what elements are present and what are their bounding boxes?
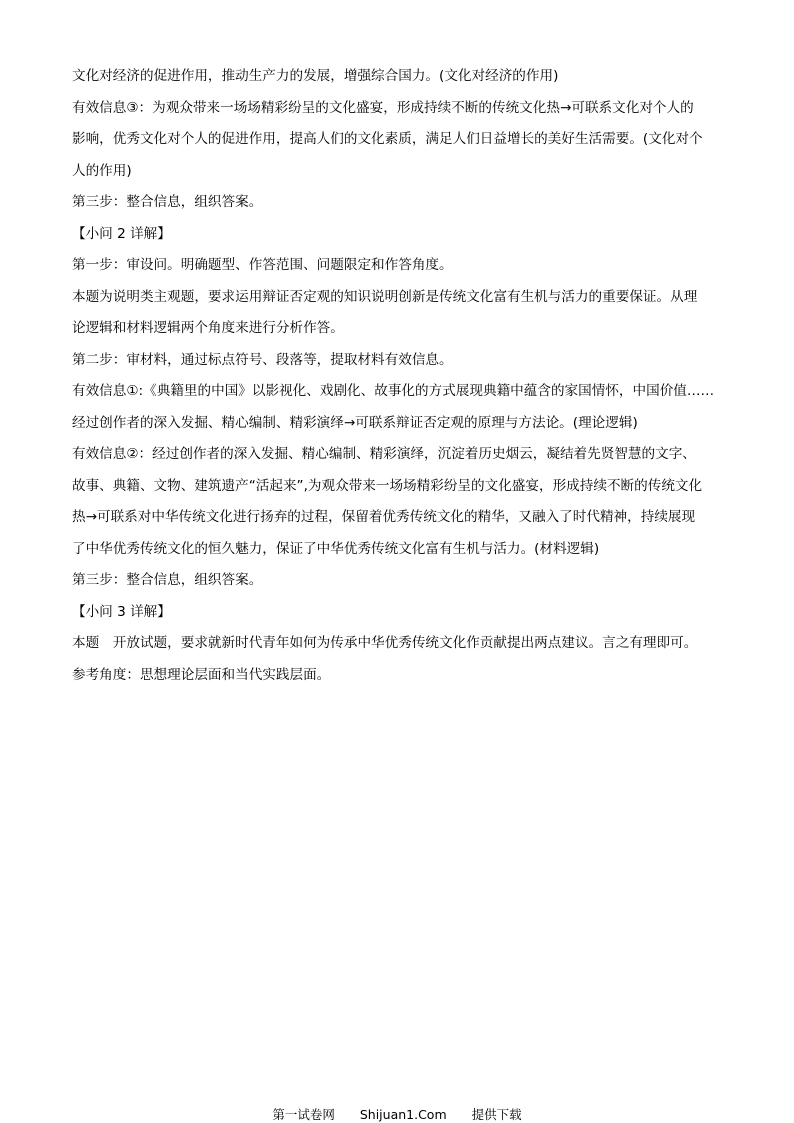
text-line: 经过创作者的深入发掘、精心编制、精彩演绎→可联系辩证否定观的原理与方法论。(理论逻辑) [72,414,638,431]
document-body [72,66,724,696]
text-line: 故事、典籍、文物、建筑遗产“活起来”,为观众带来一场场精彩纷呈的文化盛宴，形成持续不断的传统文化 [72,477,703,494]
text-line: 有效信息②：经过创作者的深入发掘、精心编制、精彩演绎，沉淀着历史烟云，凝结着先贤智慧的文字、 [72,446,696,462]
text-line: 第二步：审材料，通过标点符号、段落等，提取材料有效信息。 [72,351,453,368]
text-line: 第一步：审设问。明确题型、作答范围、问题限定和作答角度。 [72,257,453,273]
text-line: 了中华优秀传统文化的恒久魅力，保证了中华优秀传统文化富有生机与活力。(材料逻辑) [72,540,600,557]
text-line: 文化对经济的促进作用，推动生产力的发展，增强综合国力。(文化对经济的作用) [72,68,559,84]
text-line: 参考角度：思想理论层面和当代实践层面。 [72,666,331,683]
section-heading: 【小问 3 详解】 [72,603,171,620]
section-heading: 【小问 2 详解】 [72,225,171,242]
text-line: 热→可联系对中华传统文化进行扬弃的过程，保留着优秀传统文化的精华，又融入了时代精神，持续展现 [72,509,696,525]
text-line: 有效信息①:《典籍里的中国》以影视化、戏剧化、故事化的方式展现典籍中蕴含的家国情怀，中国价值…… [72,383,715,399]
text-line: 有效信息③：为观众带来一场场精彩纷呈的文化盛宴，形成持续不断的传统文化热→可联系文化对个人的 [72,99,694,116]
text-line: 人的作用) [72,162,132,179]
text-line: 第三步：整合信息，组织答案。 [72,572,263,588]
text-line: 第三步：整合信息，组织答案。 [72,194,263,210]
text-line: 本题为说明类主观题，要求运用辩证否定观的知识说明创新是传统文化富有生机与活力的重要保证。从理 [72,288,698,305]
text-line: 本题 开放试题，要求就新时代青年如何为传承中华优秀传统文化作贡献提出两点建议。言之有理即可。 [72,635,698,651]
text-line: 影响，优秀文化对个人的促进作用，提高人们的文化素质，满足人们日益增长的美好生活需要。(文化对个 [72,131,703,147]
page-footer: 第一试卷网 Shijuan1.Com 提供下载 [272,1107,522,1122]
text-line: 论逻辑和材料逻辑两个角度来进行分析作答。 [72,320,344,336]
